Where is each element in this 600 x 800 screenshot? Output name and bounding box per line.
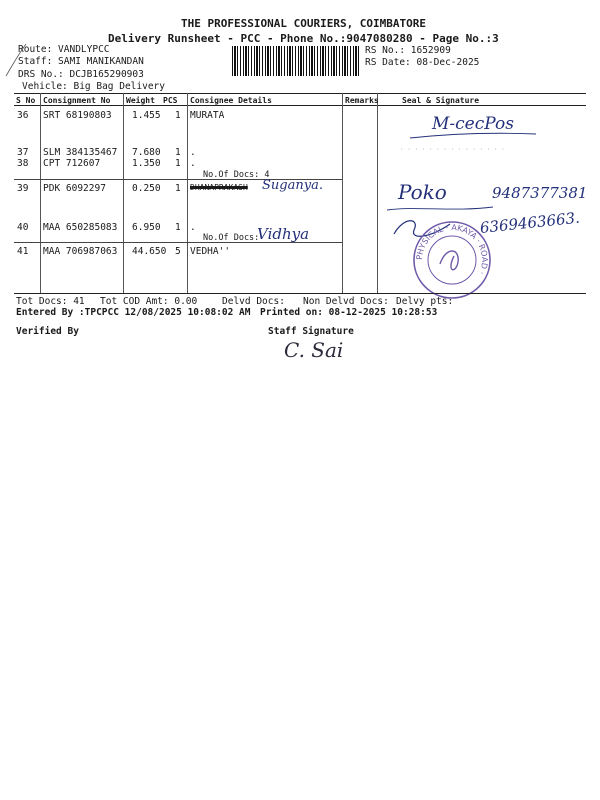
printed-on: Printed on: 08-12-2025 10:28:53 — [260, 307, 438, 318]
route-label: Route: VANDLYPCC — [18, 44, 110, 55]
row-pcs: 1 — [175, 158, 181, 169]
row-weight: 44.650 — [132, 246, 167, 257]
delivery-points: Delvy pts: — [396, 296, 454, 307]
stamp-text: PHYSICAL · AKAYA · ROAD · — [414, 222, 490, 276]
row-note: No.Of Docs: — [203, 233, 260, 243]
row-pcs: 1 — [175, 222, 181, 233]
staff-signature-label: Staff Signature — [268, 326, 354, 337]
staff-label: Staff: SAMI MANIKANDAN — [18, 56, 144, 67]
col-divider — [187, 93, 188, 293]
row-sno: 38 — [17, 158, 29, 169]
row-consignment: SRT 68190803 — [43, 110, 112, 121]
entered-by: Entered By :TPCPCC 12/08/2025 10:08:02 AM — [16, 307, 251, 318]
row-consignee: . — [190, 158, 196, 169]
row-pcs: 1 — [175, 183, 181, 194]
seal-stamp — [410, 218, 494, 302]
total-docs: Tot Docs: 41 — [16, 296, 85, 307]
staff-signature: C. Sai — [284, 338, 344, 362]
row-note: No.Of Docs: 4 — [203, 170, 270, 180]
company-title: THE PROFESSIONAL COURIERS, COIMBATORE — [181, 17, 427, 30]
row-separator — [14, 242, 342, 243]
row-consignment: MAA 706987063 — [43, 246, 118, 257]
row-consignee: VEDHA'' — [190, 246, 231, 257]
drs-number: DRS No.: DCJB165290903 — [18, 69, 144, 80]
signature-underline — [408, 130, 538, 142]
row-consignment: SLM 384135467 — [43, 147, 118, 158]
row-sno: 36 — [17, 110, 29, 121]
row39-handwritten-name: Suganya. — [262, 178, 323, 193]
pen-mark — [4, 40, 34, 80]
row-consignment: MAA 650285083 — [43, 222, 118, 233]
row-sno: 37 — [17, 147, 29, 158]
row-consignee: . — [190, 222, 196, 233]
row-weight: 1.455 — [132, 110, 161, 121]
faint-stamp-text: · · · · · · · · · · · · · · · — [400, 146, 505, 153]
row-consignee: MURATA — [190, 110, 225, 121]
row-pcs: 1 — [175, 110, 181, 121]
col-header-weight: Weight — [126, 96, 155, 105]
col-divider — [342, 93, 343, 293]
row-sno: 39 — [17, 183, 29, 194]
col-header-consignee: Consignee Details — [190, 96, 272, 105]
row36-signature: M-cecPos — [432, 114, 514, 134]
col-header-consignment: Consignment No — [43, 96, 111, 105]
row-pcs: 1 — [175, 147, 181, 158]
signature-underline — [385, 204, 495, 214]
delivered-docs: Delvd Docs: — [222, 296, 285, 307]
row-consignment: PDK 6092297 — [43, 183, 106, 194]
col-header-pcs: PCS — [163, 96, 178, 105]
row-weight: 0.250 — [132, 183, 161, 194]
col-divider — [40, 93, 41, 293]
rs-number: RS No.: 1652909 — [365, 45, 451, 56]
col-header-sno: S No — [16, 96, 36, 105]
col-divider — [123, 93, 124, 293]
row-consignment: CPT 712607 — [43, 158, 101, 169]
runsheet-title: Delivery Runsheet - PCC - Phone No.:9047080280 - Page No.:3 — [108, 32, 499, 45]
non-delivered-docs: Non Delvd Docs: — [303, 296, 389, 307]
row39-phone: 9487377381 — [492, 184, 588, 202]
row-sno: 40 — [17, 222, 29, 233]
row-weight: 6.950 — [132, 222, 161, 233]
table-top-line — [14, 93, 586, 94]
row-pcs: 5 — [175, 246, 181, 257]
total-cod: Tot COD Amt: 0.00 — [100, 296, 198, 307]
rs-date: RS Date: 08-Dec-2025 — [365, 57, 480, 68]
verified-by: Verified By — [16, 326, 79, 337]
svg-text:PHYSICAL · AKAYA · ROAD · — [415, 223, 489, 276]
col-divider — [377, 93, 378, 293]
row-weight: 1.350 — [132, 158, 161, 169]
row-sno: 41 — [17, 246, 29, 257]
row-consignee-struck: DHANAPRAKASH — [190, 183, 248, 192]
barcode — [232, 46, 360, 76]
row-consignee: . — [190, 147, 196, 158]
row39-signature: Poko — [398, 180, 447, 204]
vehicle-label: Vehicle: Big Bag Delivery — [22, 81, 165, 92]
row40-handwritten-name: Vidhya — [257, 225, 310, 243]
col-header-seal: Seal & Signature — [402, 96, 480, 105]
row40-phone: 6369463663. — [479, 208, 581, 237]
col-header-remarks: Remarks — [345, 96, 379, 105]
table-bottom-line — [14, 293, 586, 294]
row-weight: 7.680 — [132, 147, 161, 158]
table-header-line — [14, 105, 586, 106]
